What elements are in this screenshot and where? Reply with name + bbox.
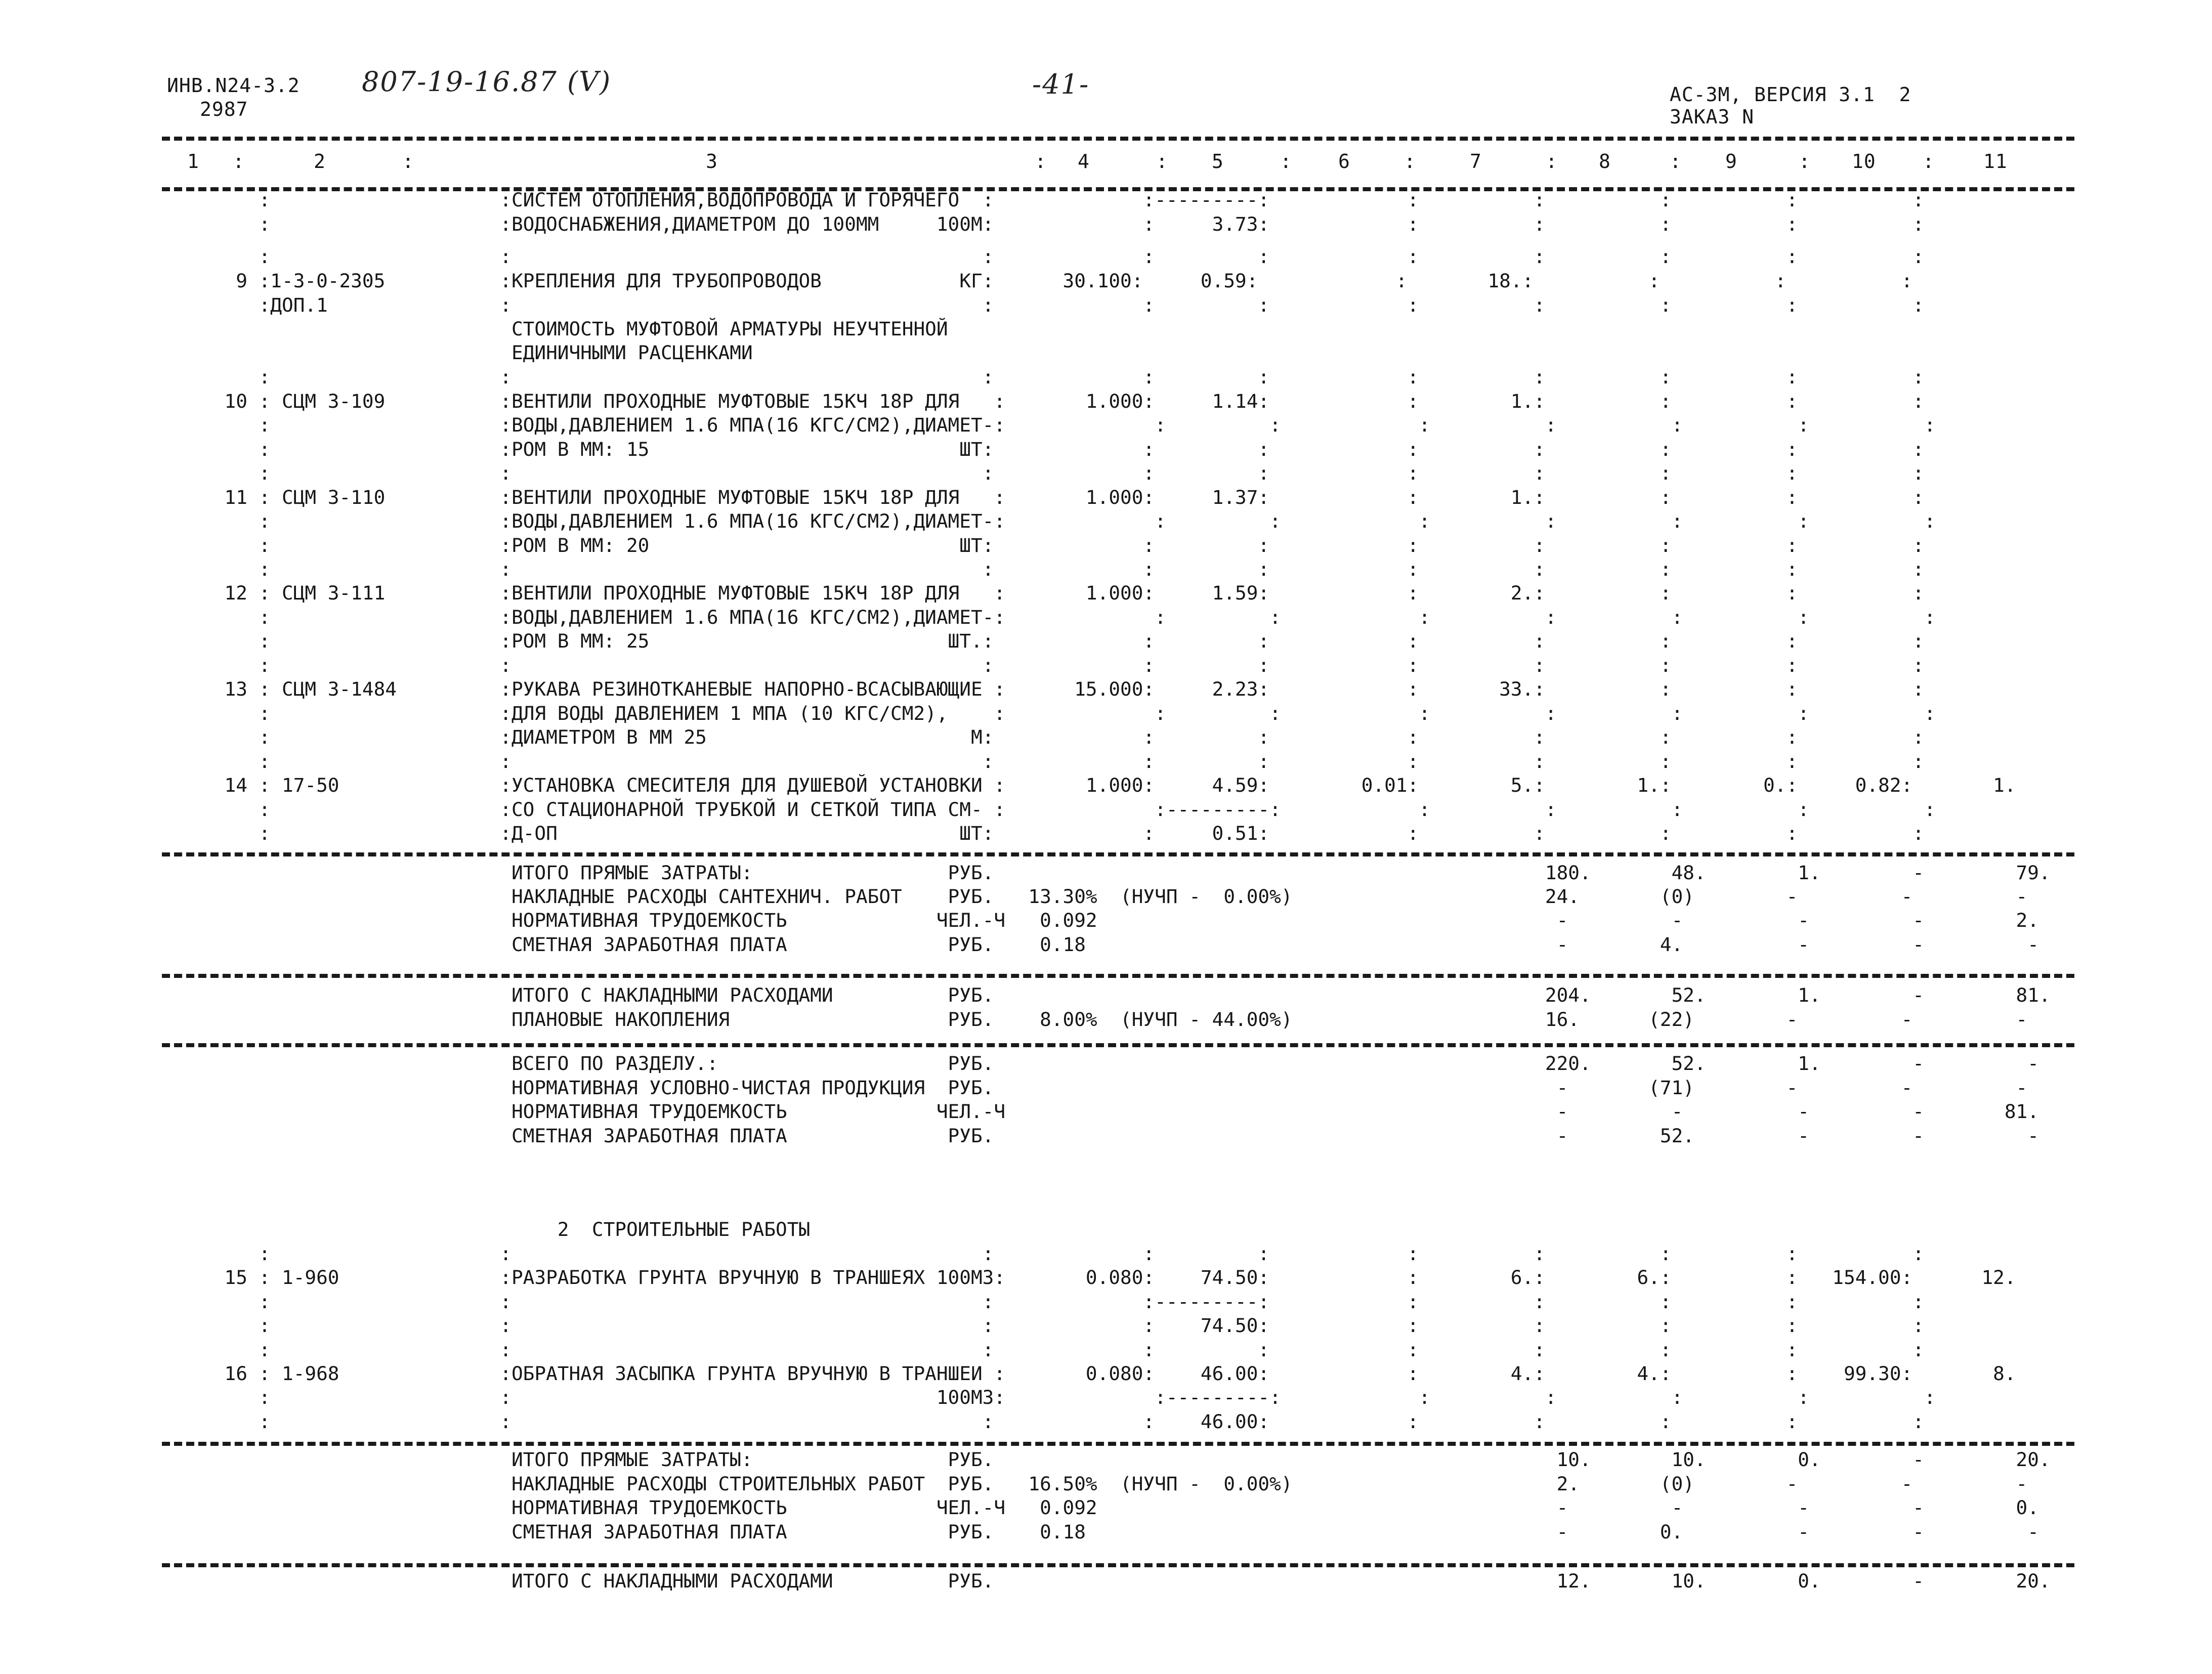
table-line: 15 : 1-960 :РАЗРАБОТКА ГРУНТА ВРУЧНУЮ В ТРАНШЕЯХ 100М3: 0.080: 74.50: : 6.: 6.: : 154.00: 12. bbox=[167, 1267, 2016, 1289]
section-rule-5 bbox=[162, 1563, 2074, 1567]
column-number: 8 bbox=[1599, 150, 1611, 173]
column-separator: : bbox=[1546, 150, 1558, 173]
section-rule-2 bbox=[162, 974, 2074, 978]
table-line: : : : : 74.50: : : : : : bbox=[167, 1315, 1924, 1337]
table-line: : :РОМ В ММ: 20 ШТ: : : : : : : : bbox=[167, 535, 1924, 556]
table-line: : : : : : : : : : : bbox=[167, 462, 1924, 484]
table-line: ИТОГО ПРЯМЫЕ ЗАТРАТЫ: РУБ. 180. 48. 1. - 79. bbox=[167, 862, 2051, 884]
section-rule-1 bbox=[162, 852, 2074, 856]
table-line: НАКЛАДНЫЕ РАСХОДЫ САНТЕХНИЧ. РАБОТ РУБ. 13.30% (НУЧП - 0.00%) 24. (0) - - - bbox=[167, 886, 2028, 908]
table-line: НОРМАТИВНАЯ ТРУДОЕМКОСТЬ ЧЕЛ.-Ч 0.092 - - - - 2. bbox=[167, 910, 2039, 931]
column-number: 6 bbox=[1338, 150, 1350, 173]
column-number: 4 bbox=[1078, 150, 1090, 173]
column-separator: : bbox=[1035, 150, 1047, 173]
table-line: СМЕТНАЯ ЗАРАБОТНАЯ ПЛАТА РУБ. - 52. - - - bbox=[167, 1125, 2039, 1147]
table-line: СТОИМОСТЬ МУФТОВОЙ АРМАТУРЫ НЕУЧТЕННОЙ bbox=[167, 318, 948, 340]
table-line: СМЕТНАЯ ЗАРАБОТНАЯ ПЛАТА РУБ. 0.18 - 0. - - - bbox=[167, 1521, 2039, 1543]
table-line: ЕДИНИЧНЫМИ РАСЦЕНКАМИ bbox=[167, 342, 753, 364]
column-number: 9 bbox=[1725, 150, 1737, 173]
table-line: : :РОМ В ММ: 15 ШТ: : : : : : : : bbox=[167, 439, 1924, 460]
table-line: : : : : 46.00: : : : : : bbox=[167, 1411, 1924, 1433]
table-line: : : 100М3: :---------: : : : : : bbox=[167, 1387, 1936, 1408]
table-line: ИТОГО С НАКЛАДНЫМИ РАСХОДАМИ РУБ. 204. 52. 1. - 81. bbox=[167, 984, 2051, 1006]
column-number: 7 bbox=[1470, 150, 1482, 173]
table-line: : :СО СТАЦИОНАРНОЙ ТРУБКОЙ И СЕТКОЙ ТИПА СМ- : :---------: : : : : : bbox=[167, 799, 1936, 821]
column-separator: : bbox=[402, 150, 414, 173]
section-rule-4 bbox=[162, 1442, 2074, 1446]
inventory-number: ИНВ.N24-3.2 bbox=[167, 74, 300, 97]
table-line: 13 : СЦМ 3-1484 :РУКАВА РЕЗИНОТКАНЕВЫЕ НАПОРНО-ВСАСЫВАЮЩИЕ : 15.000: 2.23: : 33.: : : : bbox=[167, 678, 1924, 700]
table-line: : : : : : : : : : : bbox=[167, 366, 1924, 388]
column-separator: : bbox=[233, 150, 245, 173]
handwritten-project-code: 807-19-16.87 (V) bbox=[362, 66, 612, 98]
table-line: : :ДЛЯ ВОДЫ ДАВЛЕНИЕМ 1 МПА (10 КГС/СМ2), : : : : : : : : bbox=[167, 703, 1936, 724]
column-separator: : bbox=[1670, 150, 1682, 173]
table-line: 14 : 17-50 :УСТАНОВКА СМЕСИТЕЛЯ ДЛЯ ДУШЕВОЙ УСТАНОВКИ : 1.000: 4.59: 0.01: 5.: 1.: 0.: 0.82: 1. bbox=[167, 775, 2016, 796]
section-rule-3 bbox=[162, 1043, 2074, 1047]
column-number: 1 bbox=[187, 150, 199, 173]
table-line: ИТОГО ПРЯМЫЕ ЗАТРАТЫ: РУБ. 10. 10. 0. - 20. bbox=[167, 1449, 2051, 1471]
column-separator: : bbox=[1923, 150, 1935, 173]
table-line: : : : : : : : : : : bbox=[167, 1243, 1924, 1265]
table-line: ПЛАНОВЫЕ НАКОПЛЕНИЯ РУБ. 8.00% (НУЧП - 44.00%) 16. (22) - - - bbox=[167, 1009, 2028, 1031]
column-number: 3 bbox=[706, 150, 718, 173]
column-number: 5 bbox=[1212, 150, 1224, 173]
table-line: : : : : : : : : : : bbox=[167, 1339, 1924, 1361]
table-line: : :ВОДЫ,ДАВЛЕНИЕМ 1.6 МПА(16 КГС/СМ2),ДИАМЕТ-: : : : : : : : bbox=[167, 607, 1936, 628]
table-line: : : : : : : : : : : bbox=[167, 751, 1924, 772]
table-line: :ДОП.1 : : : : : : : : : bbox=[167, 294, 1924, 316]
column-number: 11 bbox=[1983, 150, 2008, 173]
column-separator: : bbox=[1156, 150, 1168, 173]
order-number: ЗАКАЗ N bbox=[1670, 106, 1755, 128]
table-line: НОРМАТИВНАЯ УСЛОВНО-ЧИСТАЯ ПРОДУКЦИЯ РУБ. - (71) - - - bbox=[167, 1077, 2028, 1099]
table-line: НОРМАТИВНАЯ ТРУДОЕМКОСТЬ ЧЕЛ.-Ч - - - - 81. bbox=[167, 1101, 2039, 1123]
table-line: 2 СТРОИТЕЛЬНЫЕ РАБОТЫ bbox=[167, 1219, 811, 1240]
table-line: 10 : СЦМ 3-109 :ВЕНТИЛИ ПРОХОДНЫЕ МУФТОВЫЕ 15КЧ 18Р ДЛЯ : 1.000: 1.14: : 1.: : : : bbox=[167, 391, 1924, 412]
table-line: : :РОМ В ММ: 25 ШТ.: : : : : : : : bbox=[167, 630, 1924, 652]
table-line: : :ВОДЫ,ДАВЛЕНИЕМ 1.6 МПА(16 КГС/СМ2),ДИАМЕТ-: : : : : : : : bbox=[167, 510, 1936, 532]
table-line: : :ДИАМЕТРОМ В ММ 25 М: : : : : : : : bbox=[167, 726, 1924, 748]
table-line: НАКЛАДНЫЕ РАСХОДЫ СТРОИТЕЛЬНЫХ РАБОТ РУБ. 16.50% (НУЧП - 0.00%) 2. (0) - - - bbox=[167, 1473, 2028, 1495]
table-line: : :Д-ОП ШТ: : 0.51: : : : : : bbox=[167, 823, 1924, 844]
table-line: 12 : СЦМ 3-111 :ВЕНТИЛИ ПРОХОДНЫЕ МУФТОВЫЕ 15КЧ 18Р ДЛЯ : 1.000: 1.59: : 2.: : : : bbox=[167, 582, 1924, 604]
table-line: СМЕТНАЯ ЗАРАБОТНАЯ ПЛАТА РУБ. 0.18 - 4. - - - bbox=[167, 934, 2039, 956]
column-separator: : bbox=[1280, 150, 1292, 173]
table-line: : :ВОДОСНАБЖЕНИЯ,ДИАМЕТРОМ ДО 100ММ 100М: : 3.73: : : : : : bbox=[167, 213, 1924, 235]
table-line: : : : : : : : : : : bbox=[167, 559, 1924, 580]
table-line: : : : : : : : : : : bbox=[167, 246, 1924, 268]
table-line: : :ВОДЫ,ДАВЛЕНИЕМ 1.6 МПА(16 КГС/СМ2),ДИАМЕТ-: : : : : : : : bbox=[167, 414, 1936, 436]
table-line: НОРМАТИВНАЯ ТРУДОЕМКОСТЬ ЧЕЛ.-Ч 0.092 - - - - 0. bbox=[167, 1497, 2039, 1519]
table-line: : :СИСТЕМ ОТОПЛЕНИЯ,ВОДОПРОВОДА И ГОРЯЧЕГО : :---------: : : : : : bbox=[167, 189, 1924, 211]
table-line: ВСЕГО ПО РАЗДЕЛУ.: РУБ. 220. 52. 1. - - bbox=[167, 1053, 2039, 1075]
table-line: 11 : СЦМ 3-110 :ВЕНТИЛИ ПРОХОДНЫЕ МУФТОВЫЕ 15КЧ 18Р ДЛЯ : 1.000: 1.37: : 1.: : : : bbox=[167, 487, 1924, 508]
table-line: 16 : 1-968 :ОБРАТНАЯ ЗАСЫПКА ГРУНТА ВРУЧНУЮ В ТРАНШЕИ : 0.080: 46.00: : 4.: 4.: : 99.30: 8. bbox=[167, 1363, 2016, 1385]
top-rule bbox=[162, 137, 2074, 141]
inventory-number-2: 2987 bbox=[200, 98, 248, 120]
table-line: : : : : : : : : : : bbox=[167, 655, 1924, 676]
table-line: 9 :1-3-0-2305 :КРЕПЛЕНИЯ ДЛЯ ТРУБОПРОВОДОВ КГ: 30.100: 0.59: : 18.: : : : bbox=[167, 270, 1913, 292]
page-number: -41- bbox=[1032, 68, 1090, 100]
table-line: ИТОГО С НАКЛАДНЫМИ РАСХОДАМИ РУБ. 12. 10. 0. - 20. bbox=[167, 1570, 2051, 1592]
program-version: АС-3М, ВЕРСИЯ 3.1 2 bbox=[1670, 83, 1911, 106]
column-number: 10 bbox=[1852, 150, 1876, 173]
column-separator: : bbox=[1799, 150, 1811, 173]
table-line: : : : :---------: : : : : : bbox=[167, 1291, 1924, 1313]
column-separator: : bbox=[1404, 150, 1416, 173]
column-number: 2 bbox=[314, 150, 326, 173]
